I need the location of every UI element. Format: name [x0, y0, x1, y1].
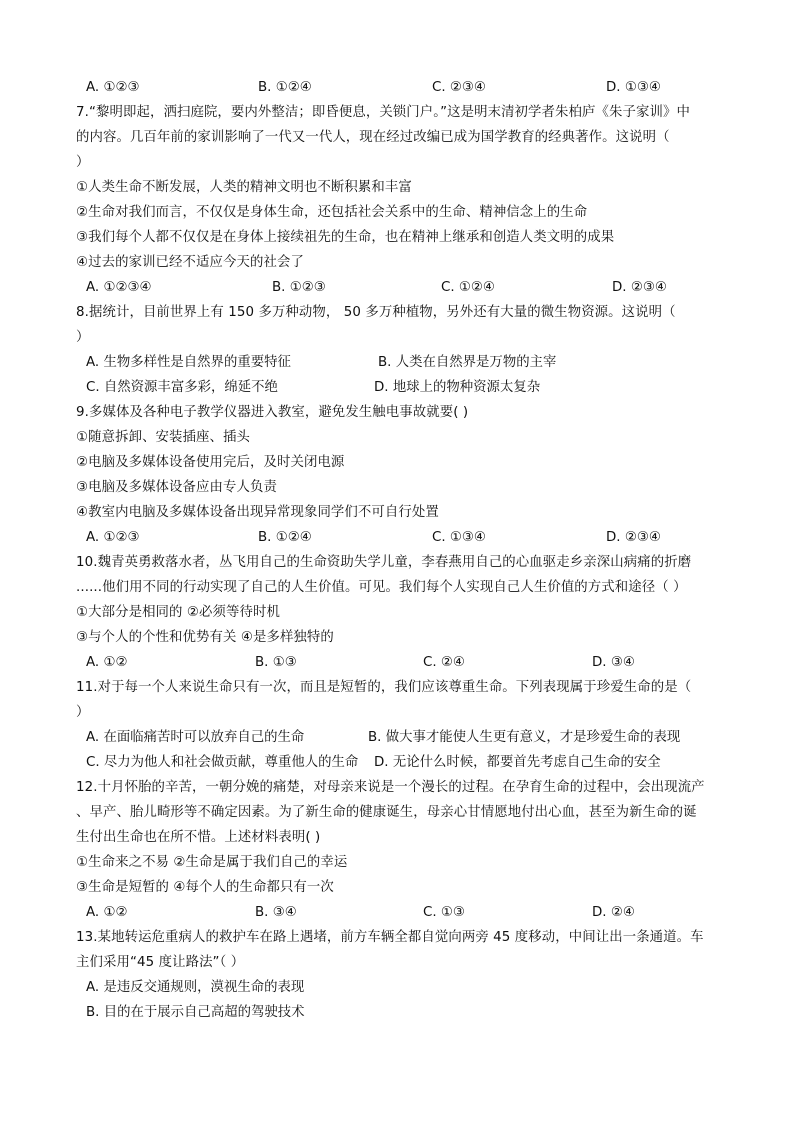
q9-stem-line: 9.多媒体及各种电子教学仪器进入教室，避免发生触电事故就要( ): [76, 405, 469, 420]
q6-option-c: C. ②③④: [432, 80, 486, 95]
q10-option-d: D. ③④: [592, 655, 635, 670]
q10-option-c: C. ②④: [423, 655, 465, 670]
q11-stem-line: ）: [76, 705, 90, 720]
q10-option-a: A. ①②: [86, 655, 128, 670]
q12-stem-line: 生付出生命也在所不惜。上述材料表明( ): [76, 830, 321, 845]
q11-option-d: D. 无论什么时候，都要首先考虑自己生命的安全: [374, 755, 661, 770]
q11-stem-line: 11.对于每一个人来说生命只有一次，而且是短暂的，我们应该尊重生命。下列表现属于珍爱生命的是（: [76, 680, 692, 695]
q11-option-c: C. 尽力为他人和社会做贡献，尊重他人的生命: [86, 755, 359, 770]
q10-statement: ③与个人的个性和优势有关 ④是多样独特的: [76, 630, 334, 645]
q9-option-a: A. ①②③: [86, 530, 140, 545]
q13-stem-line: 主们采用“45 度让路法”（ ）: [76, 955, 245, 970]
q9-statement: ④教室内电脑及多媒体设备出现异常现象同学们不可自行处置: [76, 505, 439, 520]
q13-option-b: B. 目的在于展示自己高超的驾驶技术: [86, 1005, 305, 1020]
q8-option-a: A. 生物多样性是自然界的重要特征: [86, 355, 291, 370]
q6-option-b: B. ①②④: [258, 80, 312, 95]
q8-option-d: D. 地球上的物种资源太复杂: [374, 380, 541, 395]
q6-option-d: D. ①③④: [606, 80, 661, 95]
q7-statement: ④过去的家训已经不适应今天的社会了: [76, 255, 304, 270]
q10-stem-line: ......他们用不同的行动实现了自己的人生价值。可见。我们每个人实现自己人生价值的方式和途径（ ）: [76, 580, 687, 595]
q9-option-c: C. ①③④: [432, 530, 486, 545]
q9-statement: ②电脑及多媒体设备使用完后，及时关闭电源: [76, 455, 345, 470]
q7-statement: ③我们每个人都不仅仅是在身体上接续祖先的生命，也在精神上继承和创造人类文明的成果: [76, 230, 615, 245]
q12-option-d: D. ②④: [592, 905, 635, 920]
q10-stem-line: 10.魏青英勇救落水者，丛飞用自己的生命资助失学儿童，李春燕用自己的心血驱走乡亲深山病痛的折磨: [76, 555, 692, 570]
q8-option-b: B. 人类在自然界是万物的主宰: [378, 355, 557, 370]
q7-option-c: C. ①②④: [441, 280, 495, 295]
q12-option-a: A. ①②: [86, 905, 128, 920]
q9-option-d: D. ②③④: [606, 530, 661, 545]
q12-option-c: C. ①③: [423, 905, 465, 920]
q7-stem-line: 7.“黎明即起，洒扫庭院，要内外整洁；即昏便息，关锁门户。”这是明末清初学者朱柏庐《朱子家训》中: [76, 105, 690, 120]
q13-stem-line: 13.某地转运危重病人的救护车在路上遇堵，前方车辆全都自觉向两旁 45 度移动，中间让出一条通道。车: [76, 930, 704, 945]
q9-statement: ③电脑及多媒体设备应由专人负责: [76, 480, 277, 495]
q11-option-b: B. 做大事才能使人生更有意义，才是珍爱生命的表现: [368, 730, 681, 745]
q13-option-a: A. 是违反交通规则，漠视生命的表现: [86, 980, 305, 995]
q12-statement: ①生命来之不易 ②生命是属于我们自己的幸运: [76, 855, 348, 870]
q7-option-d: D. ②③④: [612, 280, 667, 295]
q8-stem-line: 8.据统计，目前世界上有 150 多万种动物， 50 多万种植物，另外还有大量的微生物资源。这说明（: [76, 305, 676, 320]
q7-option-b: B. ①②③: [272, 280, 326, 295]
q7-statement: ②生命对我们而言，不仅仅是身体生命，还包括社会关系中的生命、精神信念上的生命: [76, 205, 588, 220]
q10-option-b: B. ①③: [255, 655, 297, 670]
q12-statement: ③生命是短暂的 ④每个人的生命都只有一次: [76, 880, 334, 895]
q9-statement: ①随意拆卸、安装插座、插头: [76, 430, 250, 445]
q12-stem-line: 12.十月怀胎的辛苦，一朝分娩的痛楚，对母亲来说是一个漫长的过程。在孕育生命的过程中，会出现流产: [76, 780, 705, 795]
q11-option-a: A. 在面临痛苦时可以放弃自己的生命: [86, 730, 305, 745]
q10-statement: ①大部分是相同的 ②必须等待时机: [76, 605, 280, 620]
q6-option-a: A. ①②③: [86, 80, 140, 95]
q7-stem-line: ）: [76, 155, 90, 170]
q8-stem-line: ）: [76, 330, 90, 345]
q9-option-b: B. ①②④: [258, 530, 312, 545]
q12-option-b: B. ③④: [255, 905, 297, 920]
q7-statement: ①人类生命不断发展，人类的精神文明也不断积累和丰富: [76, 180, 412, 195]
q12-stem-line: 、早产、胎儿畸形等不确定因素。为了新生命的健康诞生，母亲心甘情愿地付出心血，甚至为新生命的诞: [76, 805, 697, 820]
q7-stem-line: 的内容。几百年前的家训影响了一代又一代人，现在经过改编已成为国学教育的经典著作。这说明（: [76, 130, 670, 145]
q7-option-a: A. ①②③④: [86, 280, 152, 295]
q8-option-c: C. 自然资源丰富多彩，绵延不绝: [86, 380, 278, 395]
